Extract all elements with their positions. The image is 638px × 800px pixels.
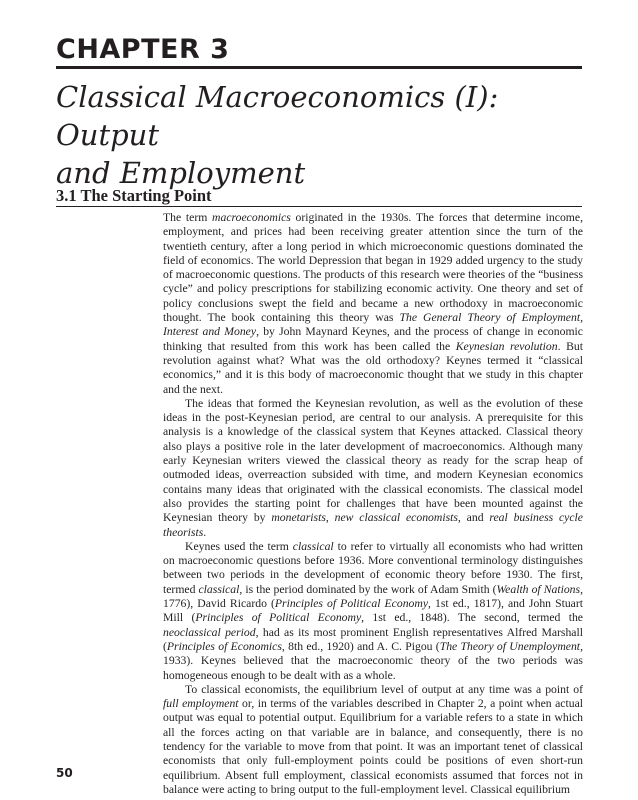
section-rule <box>56 206 582 207</box>
italic-term: monetarists, new classical economists <box>271 511 458 525</box>
italic-term: macroeconomics <box>212 211 291 224</box>
paragraph-2: The ideas that formed the Keynesian revolution, as well as the evolution of these ideas in the post-Keynesian period, are central to our analysis. A prerequisite for this analysis is a knowledge of the classical system that Keynes attacked. Classical theory also plays a positive role in the later development of macroeconomics. Although many early Keynesian writers viewed the classical theory as ready for the scrap heap of outmoded ideas, overreaction subsided with time, and modern Keynesian economics contains many ideas that originated with the classical economists. The classical model also provides the starting point for challenges that have been mounted against the Keynesian theory by monetarists, new classical economists, and real business cycle theorists. <box>163 396 583 539</box>
italic-term: Wealth of Nations <box>496 582 581 596</box>
body-text <box>163 211 583 797</box>
italic-term: neoclassical period <box>163 625 256 639</box>
italic-term: Principles of Political Economy <box>274 597 429 611</box>
italic-term: full employment <box>163 697 239 711</box>
italic-term: Principles of Political Economy <box>195 611 362 625</box>
paragraph-4: To classical economists, the equilibrium level of output at any time was a point of full employment or, in terms of the variables described in Chapter 2, a point when actual output was equal to potential output. Equilibrium for a variable refers to a state in which all the forces acting on that variable are in balance, and consequently, there is no tendency for the variable to move from that point. It was an important tenet of classical economists that only full-employment points could be positions of even short-run equilibrium. Absent full employment, classical economists assumed that forces not in balance were acting to bring output to the full-employment level. Classical equilibrium <box>163 682 583 796</box>
italic-term: The Theory of Unemployment <box>439 639 581 653</box>
page-number: 50 <box>56 766 73 780</box>
chapter-title <box>56 78 596 192</box>
italic-term: Keynesian revolution <box>455 339 558 353</box>
chapter-title-line-1: Classical Macroeconomics (I): Output <box>56 80 499 152</box>
italic-term: real business cycle theorists <box>163 511 583 539</box>
chapter-label: CHAPTER 3 <box>56 34 230 65</box>
chapter-rule <box>56 66 582 69</box>
chapter-title-line-2: and Employment <box>56 156 306 190</box>
italic-term: Principles of Economics <box>166 639 282 653</box>
italic-term: The General Theory of Employment, Interest and Money <box>163 311 583 339</box>
italic-term: classical <box>198 582 240 596</box>
paragraph-1: The term macroeconomics originated in the 1930s. The forces that determine income, employment, and prices had been receiving greater attention since the turn of the twentieth century, after a long period in which microeconomic questions dominated the field of economics. The world Depression that began in 1929 added urgency to the study of macroeconomic questions. The products of this research were theories of the “business cycle” and policy prescriptions for stabilizing economic activity. One theory and set of policy conclusions swept the field and became a new orthodoxy in macroeconomic thought. The book containing this theory was The General Theory of Employment, Interest and Money, by John Maynard Keynes, and the process of change in economic thinking that resulted from this work has been called the Keynesian revolution. But revolution against what? What was the old orthodoxy? Keynes termed it “classical economics,” and it is this body of macroeconomic thought that we study in this chapter and the next. <box>163 211 584 396</box>
italic-term: classical <box>292 539 334 553</box>
section-heading: 3.1 The Starting Point <box>56 186 212 205</box>
paragraph-3: Keynes used the term classical to refer to virtually all economists who had written on macroeconomic questions before 1936. More conventional terminology distinguishes between two periods in the development of economic theory before 1930. The first, termed classical, is the period dominated by the work of Adam Smith (Wealth of Nations, 1776), David Ricardo (Principles of Political Economy, 1st ed., 1817), and John Stuart Mill (Principles of Political Economy, 1st ed., 1848). The second, termed the neoclassical period, had as its most prominent English representatives Alfred Marshall (Principles of Economics, 8th ed., 1920) and A. C. Pigou (The Theory of Unemployment, 1933). Keynes believed that the macroeconomic theory of the two periods was homogeneous enough to be dealt with as a whole. <box>163 539 584 682</box>
